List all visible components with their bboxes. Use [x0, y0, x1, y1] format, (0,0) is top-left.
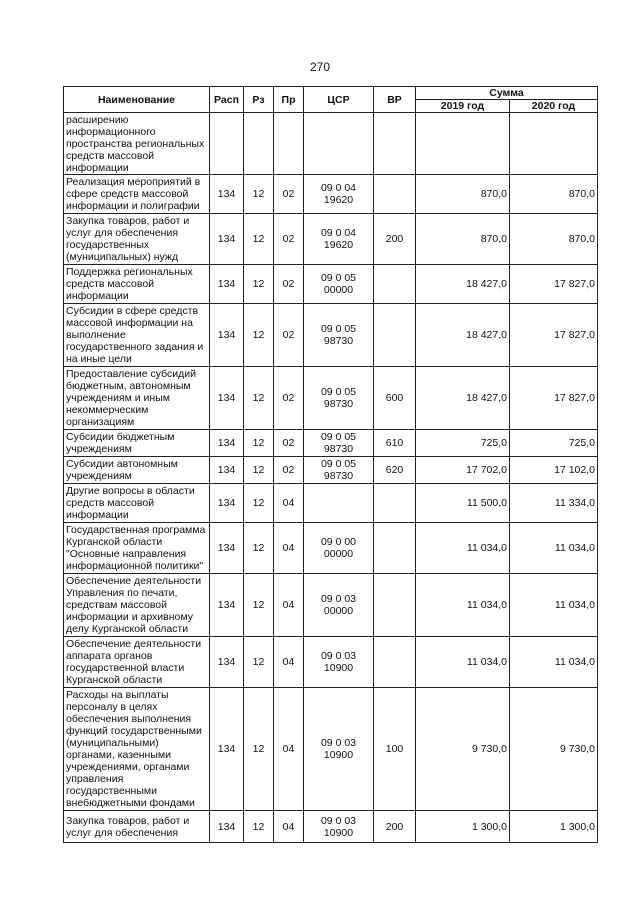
row-csr: 09 0 03 10900 — [304, 688, 374, 811]
row-sum-2020: 11 034,0 — [510, 574, 598, 637]
row-pr: 02 — [274, 457, 304, 484]
row-name: Государственная программа Курганской области "Основные направления информационной политики" — [64, 523, 210, 574]
row-csr: 09 0 05 98730 — [304, 457, 374, 484]
row-csr — [304, 484, 374, 523]
row-pr — [274, 113, 304, 175]
row-csr: 09 0 05 98730 — [304, 304, 374, 367]
row-vr — [374, 574, 416, 637]
row-rasp: 134 — [210, 688, 244, 811]
row-name: Субсидии в сфере средств массовой информации на выполнение государственного задания и на иные цели — [64, 304, 210, 367]
row-vr: 200 — [374, 214, 416, 265]
row-pr: 04 — [274, 688, 304, 811]
row-sum-2019: 870,0 — [416, 175, 510, 214]
row-sum-2019: 11 500,0 — [416, 484, 510, 523]
row-sum-2019: 11 034,0 — [416, 574, 510, 637]
row-sum-2019: 11 034,0 — [416, 637, 510, 688]
row-rasp: 134 — [210, 175, 244, 214]
row-vr: 100 — [374, 688, 416, 811]
row-sum-2019: 17 702,0 — [416, 457, 510, 484]
header-vr: ВР — [374, 87, 416, 113]
row-vr — [374, 265, 416, 304]
row-rz: 12 — [244, 688, 274, 811]
budget-table — [63, 86, 598, 843]
row-rz: 12 — [244, 574, 274, 637]
table-row — [64, 175, 598, 214]
table-row — [64, 637, 598, 688]
row-sum-2019: 18 427,0 — [416, 367, 510, 430]
row-rz: 12 — [244, 637, 274, 688]
row-name: Расходы на выплаты персоналу в целях обеспечения выполнения функций государственными (муниципальными) органами, казенными учреждениями, органами управления государственными внебюджетными фондами — [64, 688, 210, 811]
table-row — [64, 430, 598, 457]
row-name: Предоставление субсидий бюджетным, автономным учреждениям и иным некоммерческим организациям — [64, 367, 210, 430]
table-header — [64, 87, 598, 113]
row-sum-2020: 11 034,0 — [510, 637, 598, 688]
row-name: Обеспечение деятельности Управления по печати, средствам массовой информации и архивному делу Курганской области — [64, 574, 210, 637]
row-sum-2020: 870,0 — [510, 214, 598, 265]
row-sum-2019: 18 427,0 — [416, 265, 510, 304]
row-rz: 12 — [244, 304, 274, 367]
row-vr — [374, 484, 416, 523]
row-name: расширению информационного пространства региональных средств массовой информации — [64, 113, 210, 175]
row-pr: 04 — [274, 574, 304, 637]
row-name: Другие вопросы в области средств массовой информации — [64, 484, 210, 523]
table-body — [64, 113, 598, 843]
row-sum-2020: 11 334,0 — [510, 484, 598, 523]
row-rz: 12 — [244, 484, 274, 523]
row-sum-2020: 17 827,0 — [510, 304, 598, 367]
row-vr: 600 — [374, 367, 416, 430]
row-name: Субсидии бюджетным учреждениям — [64, 430, 210, 457]
row-sum-2020: 1 300,0 — [510, 811, 598, 843]
row-name: Закупка товаров, работ и услуг для обеспечения государственных (муниципальных) нужд — [64, 214, 210, 265]
row-sum-2020 — [510, 113, 598, 175]
row-vr: 610 — [374, 430, 416, 457]
row-rz: 12 — [244, 430, 274, 457]
row-vr: 620 — [374, 457, 416, 484]
table-row — [64, 457, 598, 484]
row-rasp: 134 — [210, 637, 244, 688]
table-row — [64, 811, 598, 843]
row-rasp — [210, 113, 244, 175]
row-sum-2019: 725,0 — [416, 430, 510, 457]
row-rasp: 134 — [210, 811, 244, 843]
row-rz: 12 — [244, 367, 274, 430]
row-rz: 12 — [244, 457, 274, 484]
row-pr: 04 — [274, 484, 304, 523]
row-sum-2020: 17 827,0 — [510, 367, 598, 430]
row-csr: 09 0 05 98730 — [304, 367, 374, 430]
header-year-2019: 2019 год — [416, 100, 510, 113]
row-rz — [244, 113, 274, 175]
table-row — [64, 688, 598, 811]
row-name: Обеспечение деятельности аппарата органов государственной власти Курганской области — [64, 637, 210, 688]
table-row — [64, 265, 598, 304]
row-rasp: 134 — [210, 367, 244, 430]
row-pr: 02 — [274, 304, 304, 367]
row-sum-2019 — [416, 113, 510, 175]
row-vr — [374, 304, 416, 367]
row-sum-2020: 17 102,0 — [510, 457, 598, 484]
row-csr: 09 0 03 00000 — [304, 574, 374, 637]
row-pr: 02 — [274, 175, 304, 214]
header-rz: Рз — [244, 87, 274, 113]
table-row — [64, 304, 598, 367]
row-csr: 09 0 05 00000 — [304, 265, 374, 304]
row-sum-2020: 870,0 — [510, 175, 598, 214]
row-vr — [374, 113, 416, 175]
row-csr: 09 0 04 19620 — [304, 175, 374, 214]
header-name: Наименование — [64, 87, 210, 113]
row-csr: 09 0 05 98730 — [304, 430, 374, 457]
row-rasp: 134 — [210, 214, 244, 265]
row-vr: 200 — [374, 811, 416, 843]
row-name: Реализация мероприятий в сфере средств массовой информации и полиграфии — [64, 175, 210, 214]
row-name: Поддержка региональных средств массовой информации — [64, 265, 210, 304]
row-rasp: 134 — [210, 523, 244, 574]
row-sum-2020: 9 730,0 — [510, 688, 598, 811]
row-pr: 04 — [274, 637, 304, 688]
header-sum: Сумма — [416, 87, 598, 100]
row-pr: 02 — [274, 367, 304, 430]
row-vr — [374, 175, 416, 214]
row-pr: 02 — [274, 430, 304, 457]
row-rasp: 134 — [210, 484, 244, 523]
table-row — [64, 484, 598, 523]
row-sum-2019: 18 427,0 — [416, 304, 510, 367]
row-sum-2019: 9 730,0 — [416, 688, 510, 811]
row-name: Закупка товаров, работ и услуг для обеспечения — [64, 811, 210, 843]
row-rasp: 134 — [210, 304, 244, 367]
header-csr: ЦСР — [304, 87, 374, 113]
row-rz: 12 — [244, 523, 274, 574]
row-pr: 04 — [274, 811, 304, 843]
row-sum-2020: 17 827,0 — [510, 265, 598, 304]
row-csr: 09 0 04 19620 — [304, 214, 374, 265]
row-sum-2019: 870,0 — [416, 214, 510, 265]
row-csr — [304, 113, 374, 175]
row-sum-2020: 725,0 — [510, 430, 598, 457]
row-vr — [374, 637, 416, 688]
row-rz: 12 — [244, 265, 274, 304]
row-rasp: 134 — [210, 265, 244, 304]
row-sum-2019: 1 300,0 — [416, 811, 510, 843]
row-rasp: 134 — [210, 574, 244, 637]
table-row — [64, 367, 598, 430]
row-rz: 12 — [244, 175, 274, 214]
table-row — [64, 113, 598, 175]
page-number: 270 — [309, 60, 331, 74]
table-row — [64, 574, 598, 637]
row-pr: 04 — [274, 523, 304, 574]
row-rz: 12 — [244, 811, 274, 843]
row-csr: 09 0 03 10900 — [304, 811, 374, 843]
row-rz: 12 — [244, 214, 274, 265]
header-year-2020: 2020 год — [510, 100, 598, 113]
row-rasp: 134 — [210, 430, 244, 457]
header-pr: Пр — [274, 87, 304, 113]
row-csr: 09 0 03 10900 — [304, 637, 374, 688]
header-rasp: Расп — [210, 87, 244, 113]
row-vr — [374, 523, 416, 574]
row-rasp: 134 — [210, 457, 244, 484]
row-pr: 02 — [274, 214, 304, 265]
row-sum-2020: 11 034,0 — [510, 523, 598, 574]
table-row — [64, 214, 598, 265]
row-name: Субсидии автономным учреждениям — [64, 457, 210, 484]
row-sum-2019: 11 034,0 — [416, 523, 510, 574]
table-row — [64, 523, 598, 574]
row-csr: 09 0 00 00000 — [304, 523, 374, 574]
row-pr: 02 — [274, 265, 304, 304]
